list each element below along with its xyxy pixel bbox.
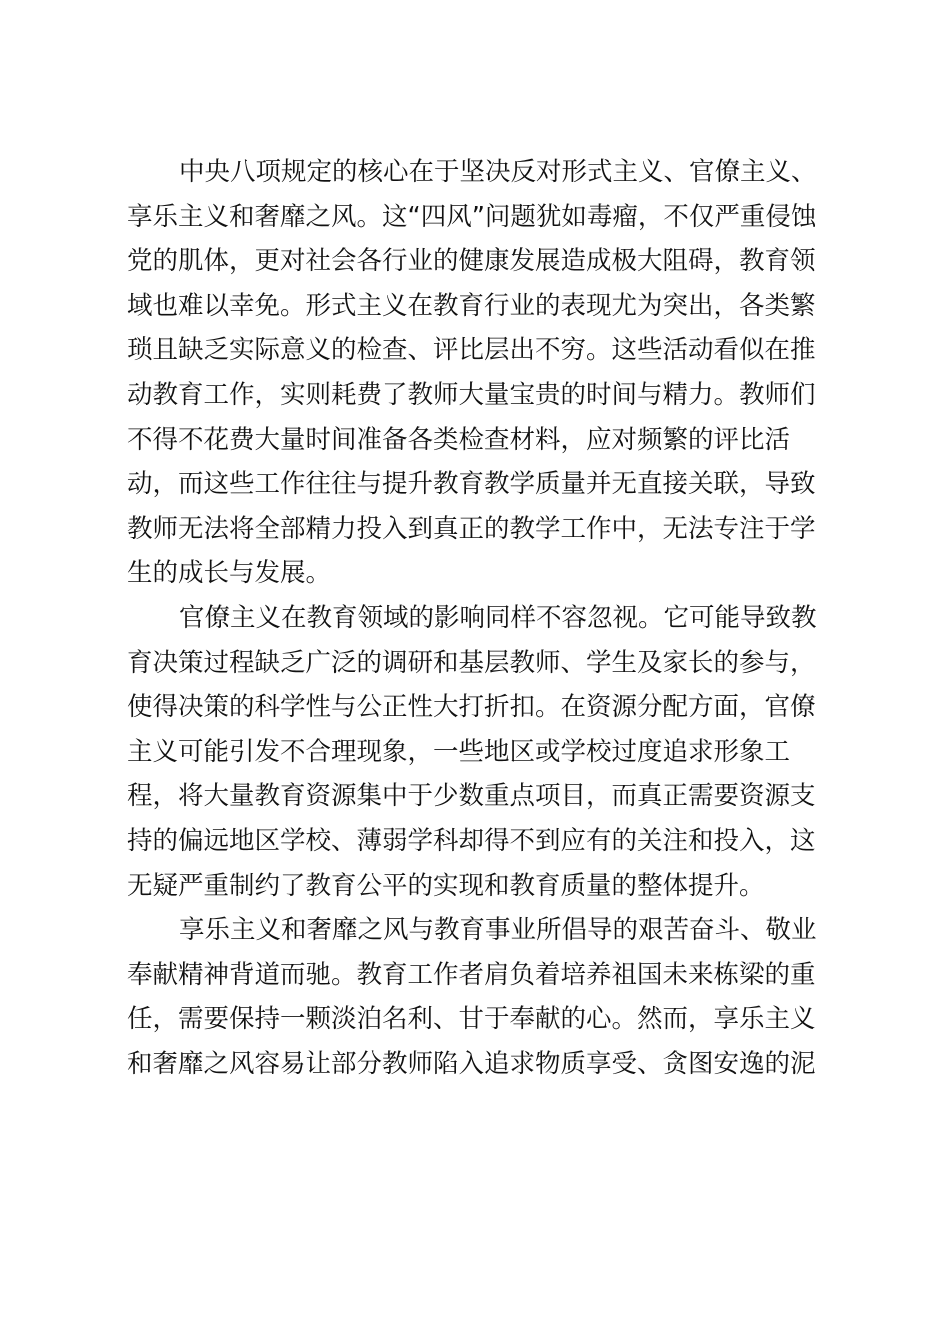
text-line: 生的成长与发展。: [127, 558, 332, 589]
text-line: 域也难以幸免。形式主义在教育行业的表现尤为突出，各类繁: [127, 290, 816, 321]
body-text: [127, 150, 823, 1086]
text-line: 育决策过程缺乏广泛的调研和基层教师、学生及家长的参与，: [127, 647, 816, 678]
text-line: 程，将大量教育资源集中于少数重点项目，而真正需要资源支: [127, 781, 816, 812]
text-line: 动教育工作，实则耗费了教师大量宝贵的时间与精力。教师们: [127, 379, 816, 410]
text-line: 中央八项规定的核心在于坚决反对形式主义、官僚主义、: [179, 157, 817, 187]
paragraph-bureaucratism: [127, 596, 823, 908]
text-line: 党的肌体，更对社会各行业的健康发展造成极大阻碍，教育领: [127, 246, 816, 277]
paragraph-formalism: [127, 150, 823, 596]
text-line: 琐且缺乏实际意义的检查、评比层出不穷。这些活动看似在推: [127, 335, 816, 366]
text-line: 教师无法将全部精力投入到真正的教学工作中，无法专注于学: [127, 513, 816, 544]
text-line: 使得决策的科学性与公正性大打折扣。在资源分配方面，官僚: [127, 692, 816, 723]
text-line: 任，需要保持一颗淡泊名利、甘于奉献的心。然而，享乐主义: [127, 1004, 816, 1035]
text-line: 动，而这些工作往往与提升教育教学质量并无直接关联，导致: [127, 469, 816, 500]
text-line: 享乐主义和奢靡之风。这“四风”问题犹如毒瘤，不仅严重侵蚀: [127, 201, 817, 232]
text-line: 享乐主义和奢靡之风与教育事业所倡导的艰苦奋斗、敬业: [179, 915, 817, 946]
text-line: 持的偏远地区学校、薄弱学科却得不到应有的关注和投入，这: [127, 825, 816, 856]
text-line: 奉献精神背道而驰。教育工作者肩负着培养祖国未来栋梁的重: [127, 959, 816, 990]
text-line: 官僚主义在教育领域的影响同样不容忽视。它可能导致教: [179, 602, 817, 633]
text-line: 和奢靡之风容易让部分教师陷入追求物质享受、贪图安逸的泥: [127, 1048, 816, 1079]
text-line: 无疑严重制约了教育公平的实现和教育质量的整体提升。: [127, 870, 765, 901]
text-line: 主义可能引发不合理现象，一些地区或学校过度追求形象工: [127, 736, 791, 767]
text-line: 不得不花费大量时间准备各类检查材料，应对频繁的评比活: [127, 424, 791, 455]
paragraph-hedonism: [127, 908, 823, 1086]
